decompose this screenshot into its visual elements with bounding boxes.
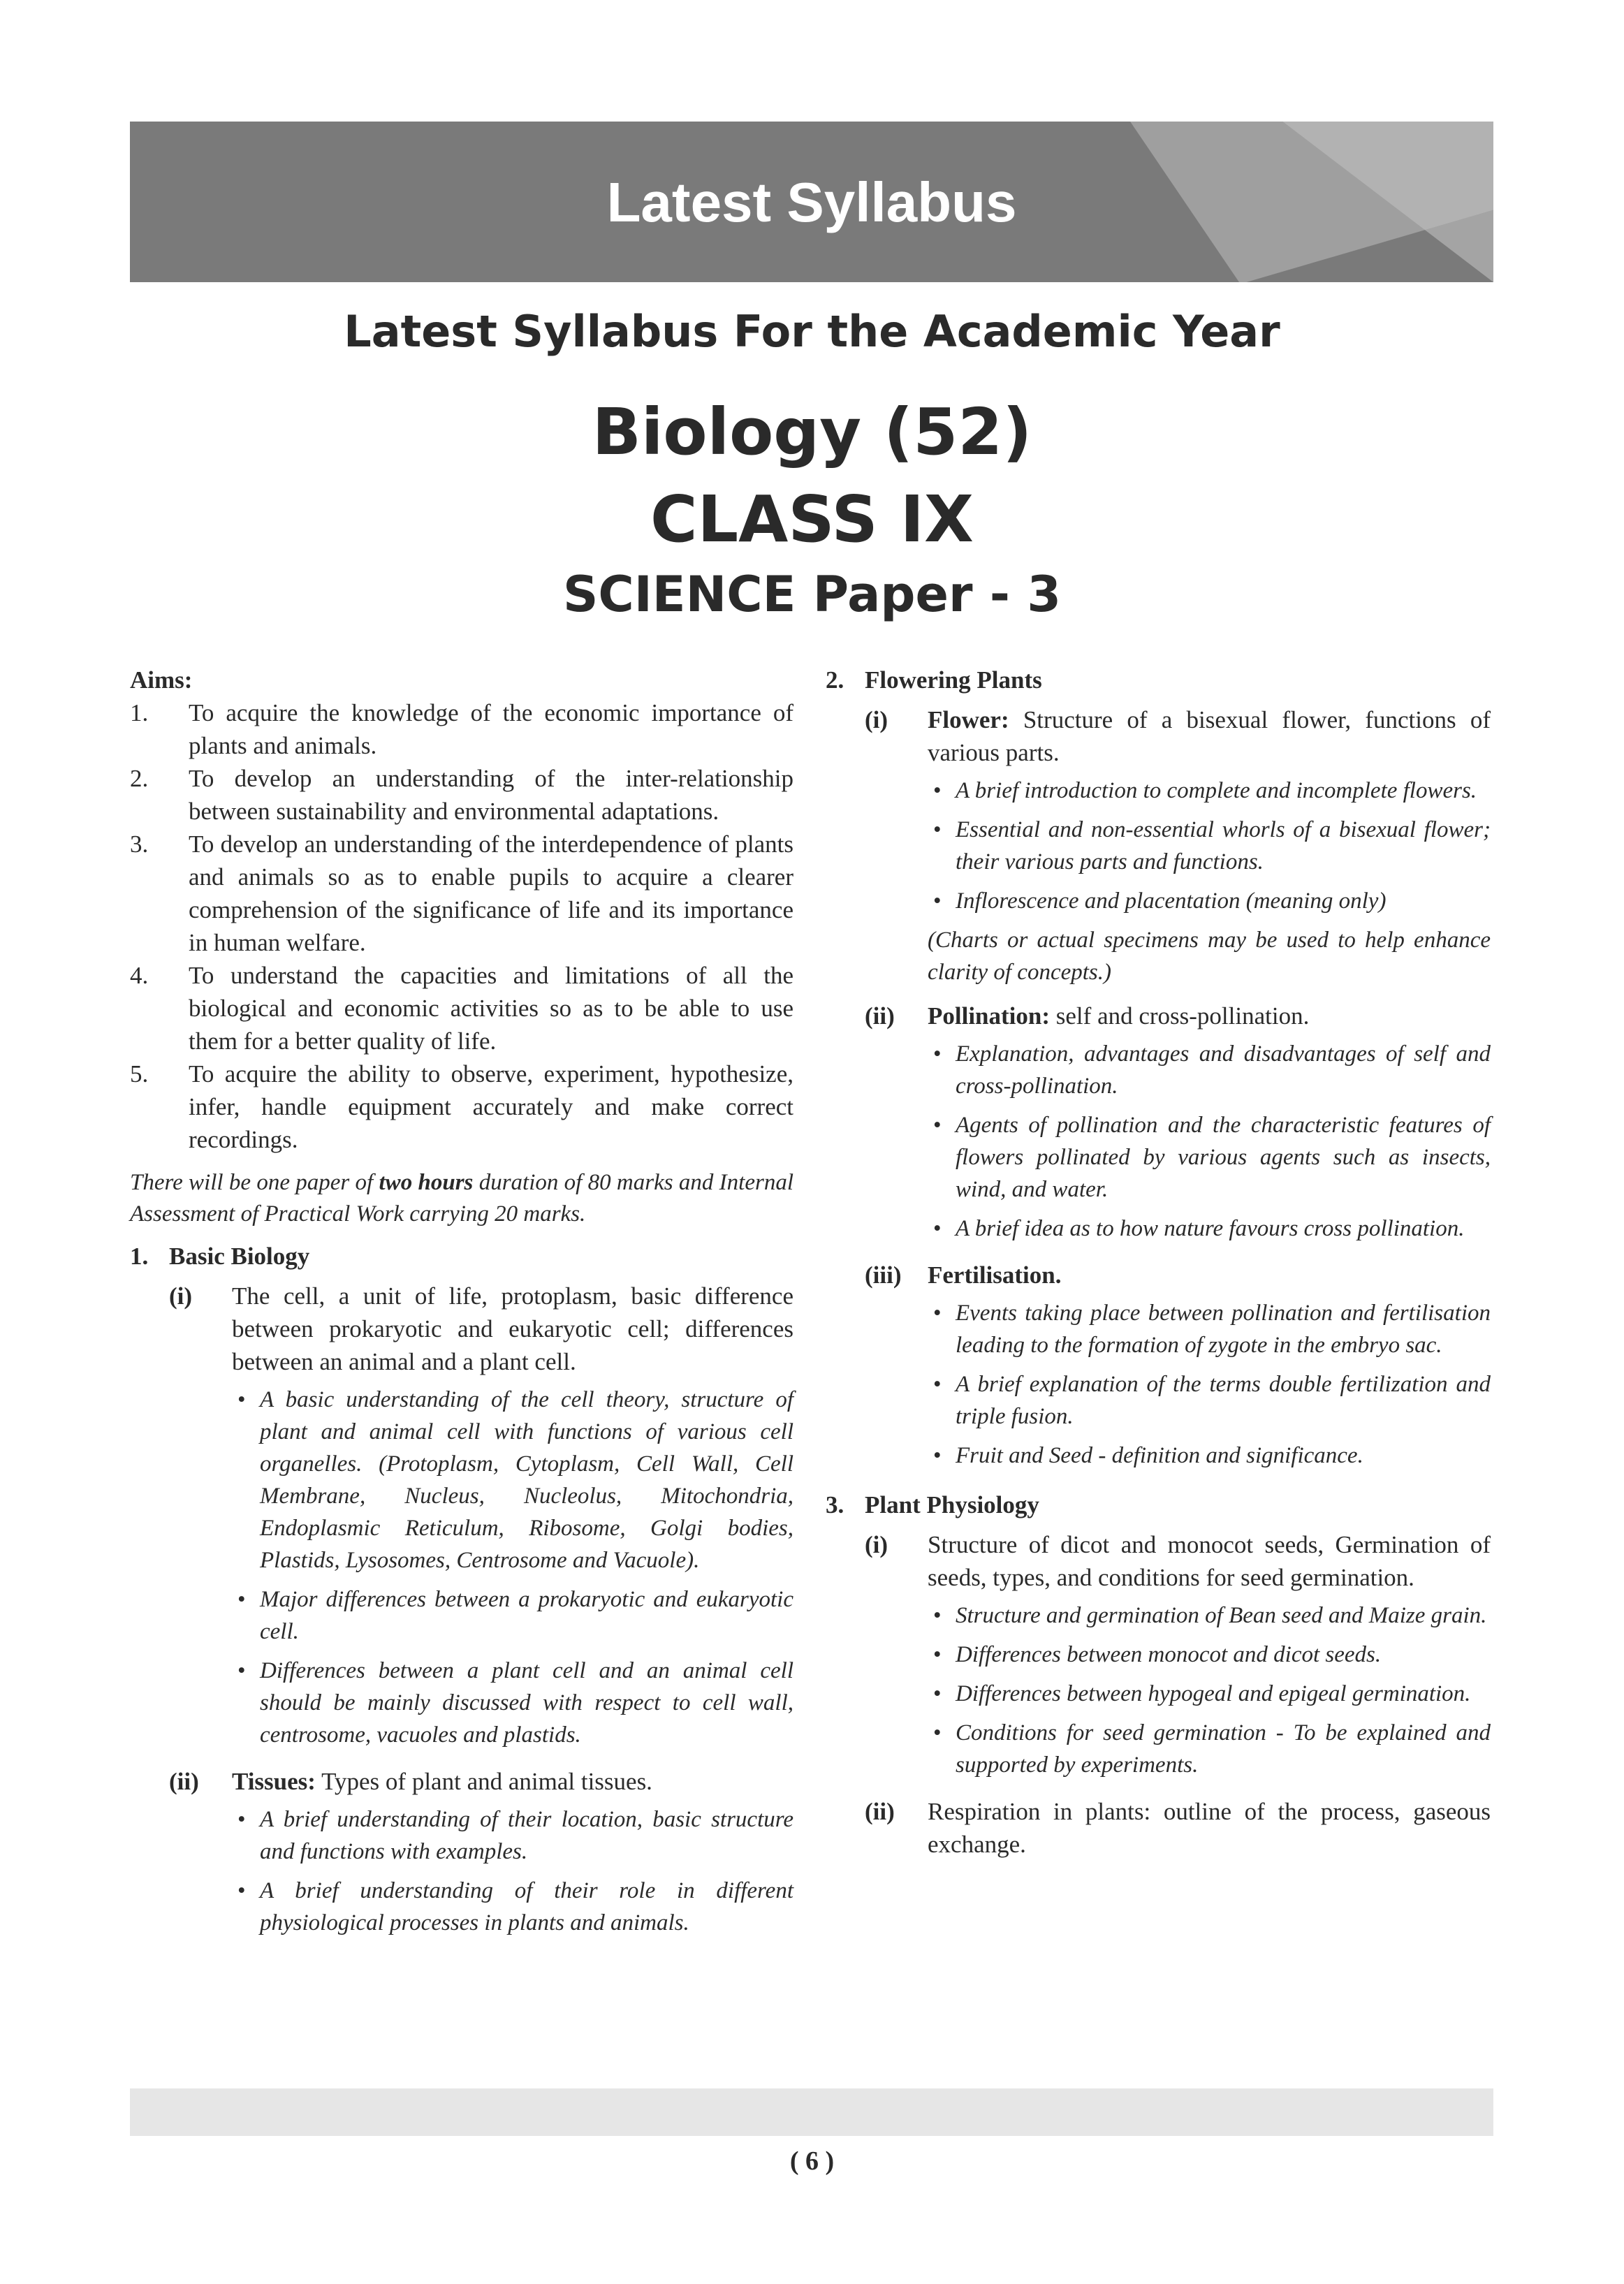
list-item: • Conditions for seed germination - To be explained and supported by experiments.: [928, 1717, 1491, 1781]
bullet-list: [928, 1599, 1491, 1781]
aim-item: 2. To develop an understanding of the inter-relationship between sustainability and environmental adaptations.: [130, 765, 793, 825]
list-item: • Differences between monocot and dicot seeds.: [928, 1639, 1491, 1671]
academic-year-heading: Latest Syllabus For the Academic Year: [344, 306, 1280, 357]
list-item: • Differences between hypogeal and epigeal germination.: [928, 1678, 1491, 1710]
subsection: (i) The cell, a unit of life, protoplasm, basic difference between prokaryotic and eukaryotic cell; differences between an animal and a plant cell. • A basic understanding of the cell theory, structure of plant and animal cell with functions of various cell organelles. (Protoplasm, Cytoplasm, Cell Wall, Cell Membrane, Nucleus, Nucleolus, Mitochondria, Endoplasmic Reticulum, Ribosome, Golgi bodies, Plastids, Lysosomes, Centrosome and Vacuole). • Major differences between a prokaryotic and eukaryotic cell. • Differences between a plant cell and an animal cell should be mainly discussed with respect to cell wall, centrosome, vacuoles and plastids.: [130, 1280, 793, 1758]
footer-bar: [130, 2088, 1493, 2136]
banner-title: Latest Syllabus: [606, 171, 1017, 233]
section-plant-physiology: 3. Plant Physiology: [826, 1491, 1039, 1518]
specimen-note: (Charts or actual specimens may be used to help enhance clarity of concepts.): [928, 928, 1491, 985]
list-item: • A brief understanding of their location, basic structure and functions with examples.: [232, 1803, 793, 1868]
aims-heading: Aims:: [130, 666, 193, 694]
class-heading: CLASS IX: [650, 482, 974, 557]
header-banner: [130, 122, 1493, 282]
aim-item: 4. To understand the capacities and limitations of all the biological and economic activities so as to be able to use them for a better quality of life.: [130, 962, 793, 1055]
subsection: (ii) Respiration in plants: outline of the process, gaseous exchange.: [865, 1798, 1491, 1858]
list-item: • A brief understanding of their role in different physiological processes in plants and animals.: [232, 1875, 793, 1939]
right-column: [826, 664, 1491, 1861]
left-column: [130, 664, 793, 1946]
list-item: • Structure and germination of Bean seed and Maize grain.: [928, 1599, 1491, 1632]
list-item: • A brief idea as to how nature favours cross pollination.: [928, 1213, 1491, 1245]
bullet-list: [232, 1384, 793, 1751]
bullet-list: [928, 1297, 1491, 1472]
list-item: • Fruit and Seed - definition and significance.: [928, 1440, 1491, 1472]
bullet-list: [928, 775, 1491, 917]
subsection: (ii) Pollination: self and cross-pollination. • Explanation, advantages and disadvantages of self and cross-pollination. • Agents of pollination and the characteristic features of flowers pollinated by various agents such as insects, wind, and water. • A brief idea as to how nature favours cross pollination.: [826, 1000, 1491, 1252]
subsection: (iii) Fertilisation. • Events taking place between pollination and fertilisation leading to the formation of zygote in the embryo sac. • A brief explanation of the terms double fertilization and triple fusion. • Fruit and Seed - definition and significance.: [826, 1259, 1491, 1479]
section-flowering-plants: 2. Flowering Plants: [826, 666, 1042, 694]
list-item: • Differences between a plant cell and an animal cell should be mainly discussed with respect to cell wall, centrosome, vacuoles and plastids.: [232, 1655, 793, 1751]
page-number: ( 6 ): [789, 2146, 835, 2176]
list-item: • Explanation, advantages and disadvantages of self and cross-pollination.: [928, 1038, 1491, 1102]
aim-item: 1. To acquire the knowledge of the economic importance of plants and animals.: [130, 699, 793, 759]
aim-item: 3. To develop an understanding of the interdependence of plants and animals so as to enable pupils to acquire a clearer comprehension of the significance of life and its importance in human welfare.: [130, 830, 793, 956]
bullet-list: [928, 1038, 1491, 1245]
subsection: (ii) Tissues: Types of plant and animal tissues. • A brief understanding of their location, basic structure and functions with examples. • A brief understanding of their role in different physiological processes in plants and animals.: [130, 1765, 793, 1946]
subject-heading: Biology (52): [592, 395, 1032, 469]
list-item: • A basic understanding of the cell theory, structure of plant and animal cell with functions of various cell organelles. (Protoplasm, Cytoplasm, Cell Wall, Cell Membrane, Nucleus, Nucleolus, Mitochondria, Endoplasmic Reticulum, Ribosome, Golgi bodies, Plastids, Lysosomes, Centrosome and Vacuole).: [232, 1384, 793, 1576]
section-basic-biology: 1. Basic Biology: [130, 1243, 310, 1270]
list-item: • Events taking place between pollination and fertilisation leading to the formation of zygote in the embryo sac.: [928, 1297, 1491, 1361]
subsection: (i) Flower: Structure of a bisexual flower, functions of various parts. • A brief introduction to complete and incomplete flowers. • Essential and non-essential whorls of a bisexual flower; their various parts and functions. • Inflorescence and placentation (meaning only) (Charts or actual specimens may be used to help enhance clarity of concepts.): [826, 703, 1491, 993]
list-item: • Major differences between a prokaryotic and eukaryotic cell.: [232, 1583, 793, 1648]
list-item: • A brief introduction to complete and incomplete flowers.: [928, 775, 1491, 807]
list-item: • Essential and non-essential whorls of a bisexual flower; their various parts and functions.: [928, 814, 1491, 878]
aim-item: 5. To acquire the ability to observe, experiment, hypothesize, infer, handle equipment accurately and make correct recordings.: [130, 1060, 793, 1153]
list-item: • Inflorescence and placentation (meaning only): [928, 885, 1491, 917]
subsection: (i) Structure of dicot and monocot seeds, Germination of seeds, types, and conditions for seed germination. • Structure and germination of Bean seed and Maize grain. • Differences between monocot and dicot seeds. • Differences between hypogeal and epigeal germination. • Conditions for seed germination - To be explained and supported by experiments.: [826, 1528, 1491, 1788]
list-item: • Agents of pollination and the characteristic features of flowers pollinated by various agents such as insects, wind, and water.: [928, 1109, 1491, 1206]
list-item: • A brief explanation of the terms double fertilization and triple fusion.: [928, 1368, 1491, 1433]
paper-heading: SCIENCE Paper - 3: [562, 566, 1062, 623]
exam-note: There will be one paper of two hours duration of 80 marks and Internal Assessment of Practical Work carrying 20 marks.: [130, 1170, 793, 1227]
bullet-list: [232, 1803, 793, 1939]
